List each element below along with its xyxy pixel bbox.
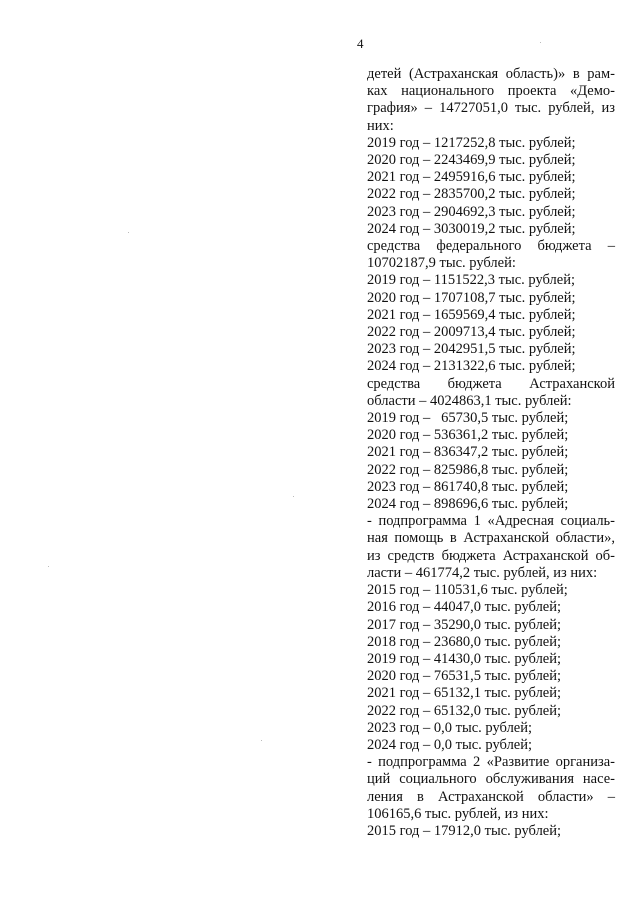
text-line: области – 4024863,1 тыс. рублей: bbox=[367, 392, 572, 409]
text-line: 2019 год – 1217252,8 тыс. рублей; bbox=[367, 134, 576, 151]
text-line: 106165,6 тыс. рублей, из них: bbox=[367, 805, 549, 822]
text-line: 2023 год – 0,0 тыс. рублей; bbox=[367, 719, 533, 736]
text-line: ций социального обслуживания насе- bbox=[367, 771, 615, 788]
text-line: 2022 год – 2009713,4 тыс. рублей; bbox=[367, 324, 576, 341]
text-line: 2020 год – 2243469,9 тыс. рублей; bbox=[367, 152, 576, 169]
text-line: 2023 год – 861740,8 тыс. рублей; bbox=[367, 478, 569, 495]
text-line: 10702187,9 тыс. рублей: bbox=[367, 255, 516, 272]
text-line: детей (Астраханская область)» в рам- bbox=[367, 66, 615, 82]
text-line: средства бюджета Астраханской bbox=[367, 375, 615, 392]
text-line: 2021 год – 2495916,6 тыс. рублей; bbox=[367, 169, 576, 186]
text-line: 2024 год – 3030019,2 тыс. рублей; bbox=[367, 220, 576, 237]
text-line: - подпрограмма 2 «Развитие организа- bbox=[367, 754, 615, 771]
text-line: 2016 год – 44047,0 тыс. рублей; bbox=[367, 599, 562, 616]
text-line: 2021 год – 65132,1 тыс. рублей; bbox=[367, 685, 562, 702]
text-line: 2021 год – 1659569,4 тыс. рублей; bbox=[367, 306, 576, 323]
text-line: графия» – 14727051,0 тыс. рублей, из bbox=[367, 100, 615, 117]
text-line: 2019 год – 1151522,3 тыс. рублей; bbox=[367, 272, 575, 289]
text-line: 2020 год – 1707108,7 тыс. рублей; bbox=[367, 289, 576, 306]
text-line: - подпрограмма 1 «Адресная социаль- bbox=[367, 513, 615, 530]
scan-speck bbox=[128, 232, 129, 233]
scan-speck bbox=[48, 566, 49, 567]
text-line: 2019 год – 41430,0 тыс. рублей; bbox=[367, 650, 562, 667]
text-line: 2020 год – 76531,5 тыс. рублей; bbox=[367, 668, 562, 685]
text-line: них: bbox=[367, 117, 394, 134]
text-line: 2019 год – 65730,5 тыс. рублей; bbox=[367, 410, 569, 427]
text-line: 2024 год – 898696,6 тыс. рублей; bbox=[367, 496, 569, 513]
text-line: 2024 год – 2131322,6 тыс. рублей; bbox=[367, 358, 576, 375]
text-line: 2022 год – 65132,0 тыс. рублей; bbox=[367, 702, 562, 719]
text-line: 2015 год – 17912,0 тыс. рублей; bbox=[367, 822, 562, 839]
text-column bbox=[367, 66, 615, 840]
text-line: 2022 год – 2835700,2 тыс. рублей; bbox=[367, 186, 576, 203]
text-line: ках национального проекта «Демо- bbox=[367, 83, 615, 100]
text-line: 2024 год – 0,0 тыс. рублей; bbox=[367, 736, 533, 753]
scan-speck bbox=[540, 42, 541, 43]
text-line: 2023 год – 2904692,3 тыс. рублей; bbox=[367, 203, 576, 220]
text-line: 2021 год – 836347,2 тыс. рублей; bbox=[367, 444, 569, 461]
text-line: ласти – 461774,2 тыс. рублей, из них: bbox=[367, 564, 598, 581]
text-line: 2023 год – 2042951,5 тыс. рублей; bbox=[367, 341, 576, 358]
page-number: 4 bbox=[357, 36, 364, 51]
text-line: средства федерального бюджета – bbox=[367, 238, 615, 255]
scan-speck bbox=[261, 740, 262, 741]
scan-speck bbox=[293, 496, 294, 497]
text-line: 2022 год – 825986,8 тыс. рублей; bbox=[367, 461, 569, 478]
text-line: 2017 год – 35290,0 тыс. рублей; bbox=[367, 616, 562, 633]
text-line: из средств бюджета Астраханской об- bbox=[367, 547, 615, 564]
text-line: 2015 год – 110531,6 тыс. рублей; bbox=[367, 582, 568, 599]
text-line: 2018 год – 23680,0 тыс. рублей; bbox=[367, 633, 562, 650]
text-line: 2020 год – 536361,2 тыс. рублей; bbox=[367, 427, 569, 444]
text-line: ная помощь в Астраханской области», bbox=[367, 530, 615, 547]
text-line: ления в Астраханской области» – bbox=[367, 788, 615, 805]
